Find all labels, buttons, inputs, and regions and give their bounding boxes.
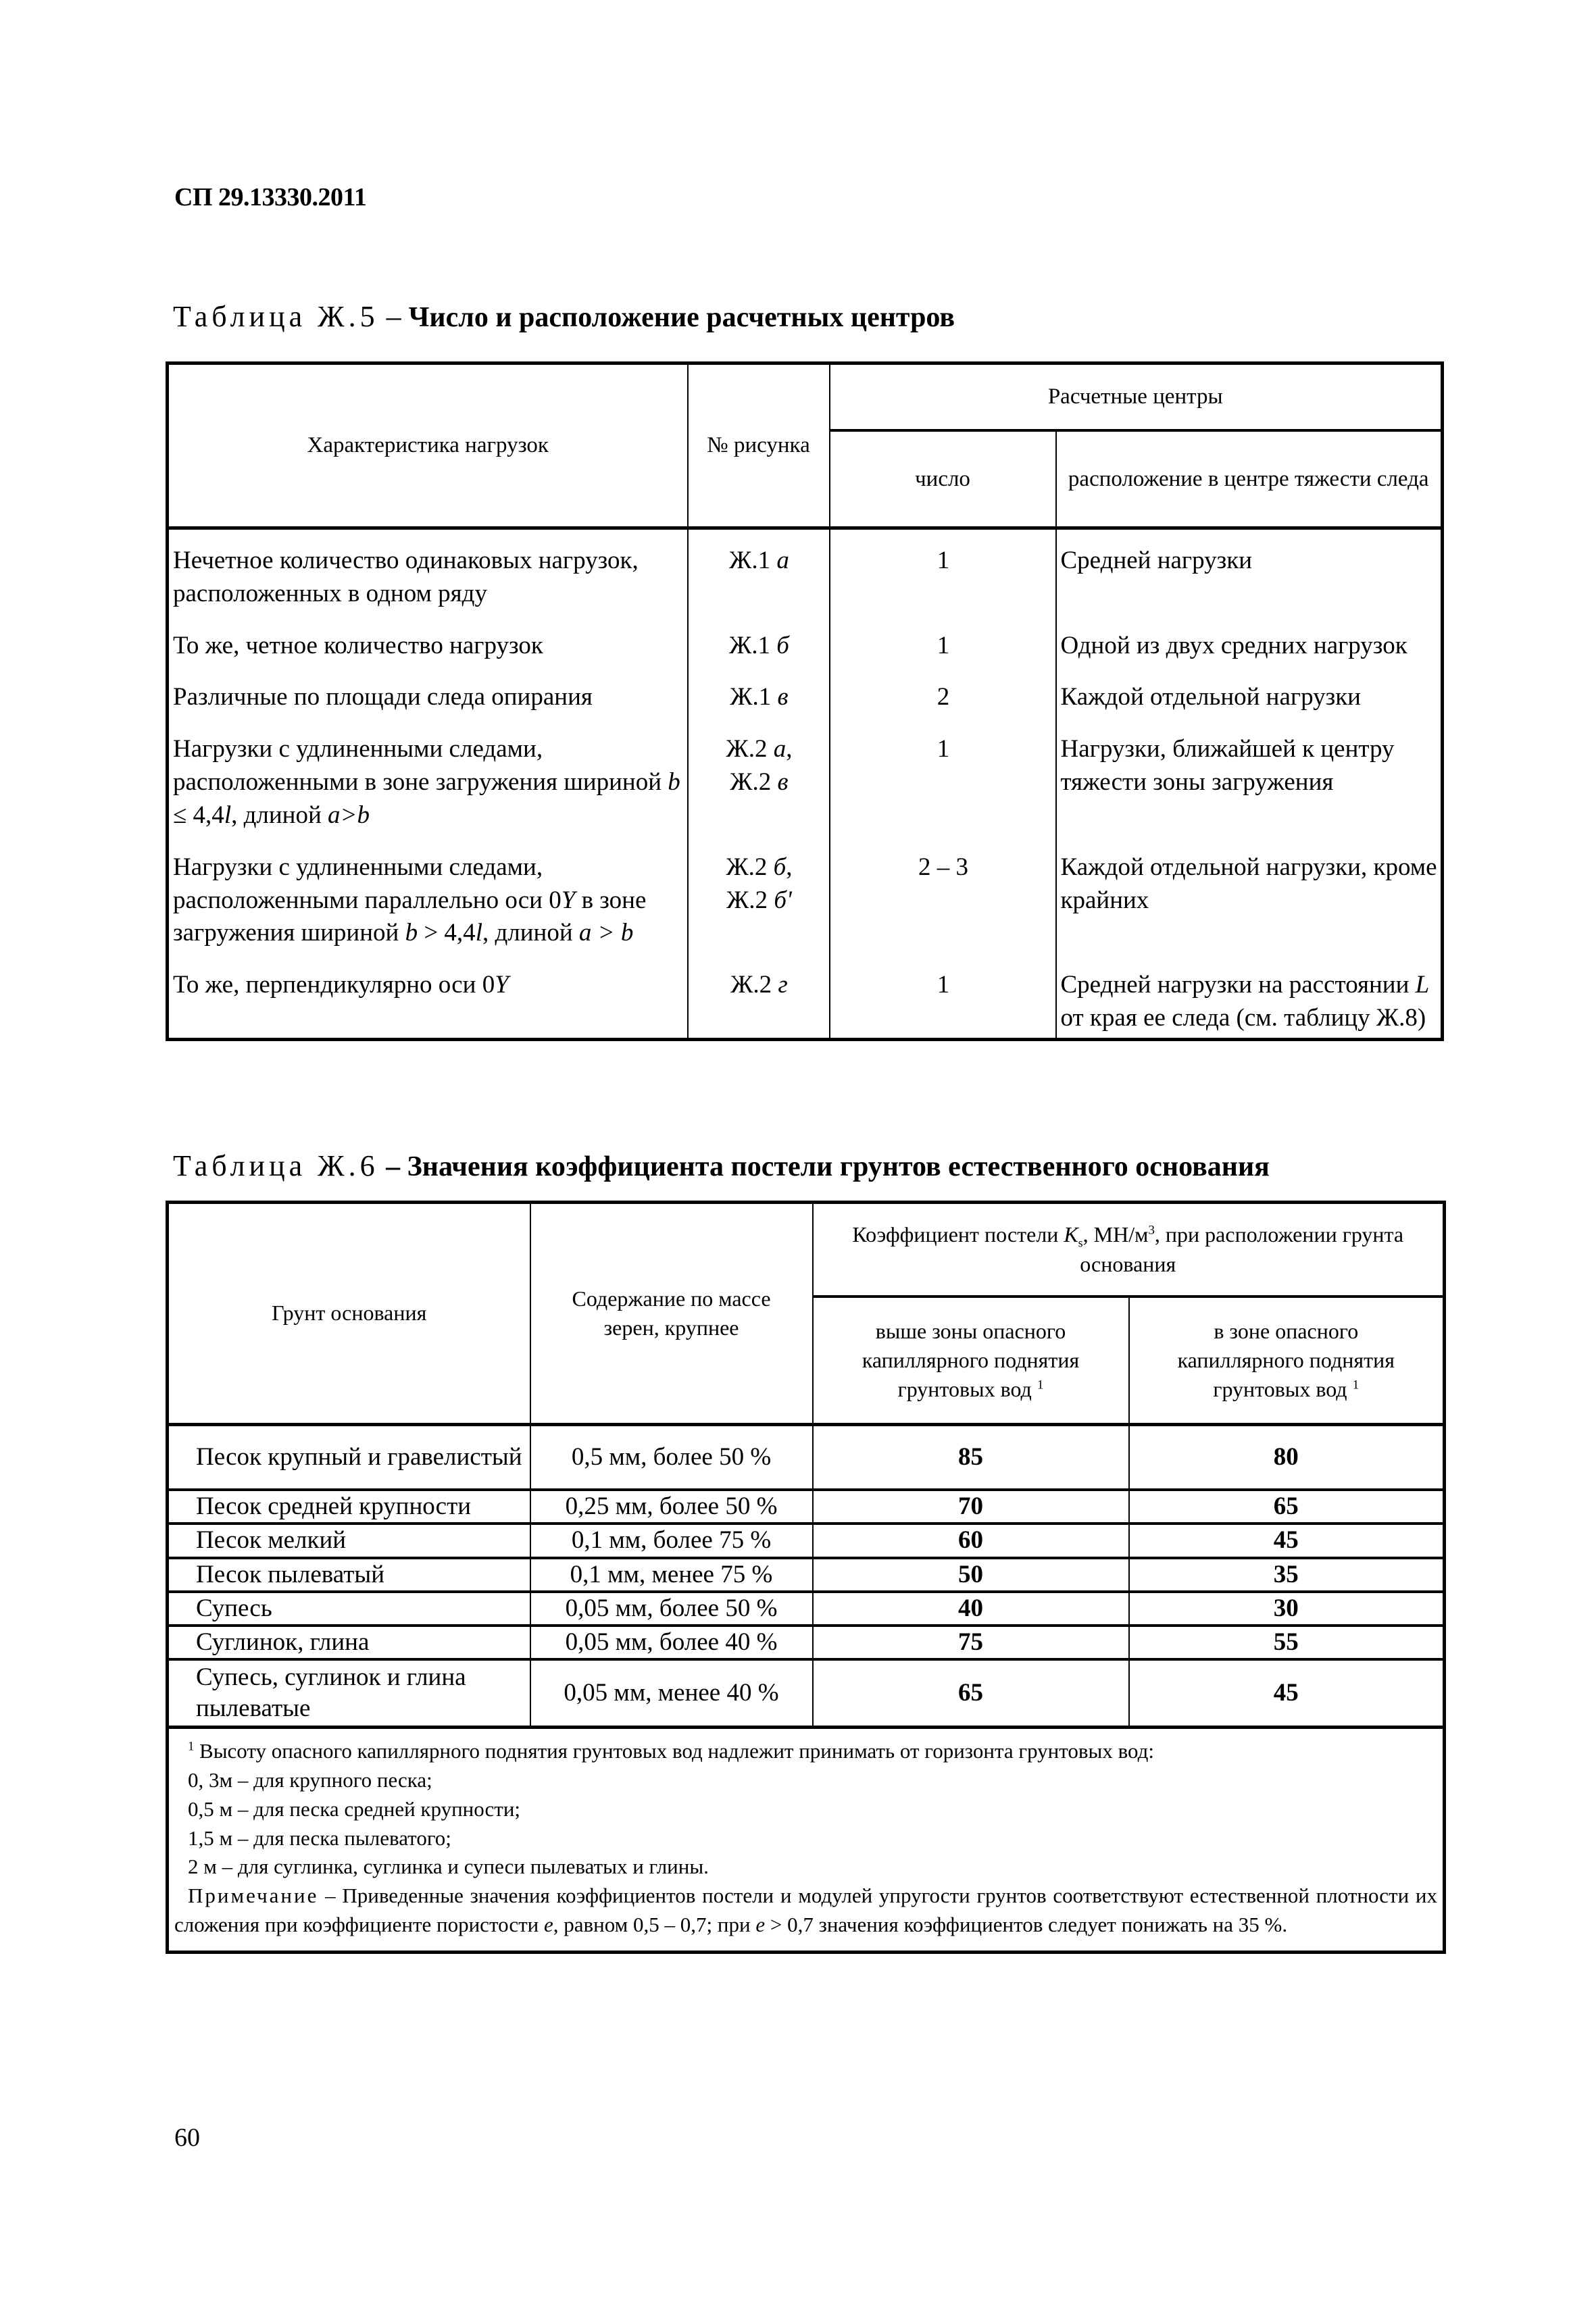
table-caption-title: Значения коэффициента постели грунтов естественного основания: [407, 1151, 1270, 1182]
cell-soil: Песок средней крупности: [168, 1490, 530, 1524]
table-notes: [168, 1728, 1445, 1952]
header-in-zone: [1129, 1297, 1445, 1425]
table-row: [168, 959, 1443, 1039]
text: Нагрузки с удлиненными следами, расположенными параллельно оси 0: [173, 853, 562, 914]
table-row: [168, 672, 1443, 724]
cell-in-zone: 55: [1129, 1626, 1445, 1659]
figure-letter: а: [776, 547, 789, 574]
var-a-gt-b: a>b: [328, 801, 370, 829]
caption-dash: –: [378, 300, 409, 333]
table-row: [168, 1425, 1445, 1490]
cell-figure: [688, 672, 830, 724]
figure-letter: б: [776, 631, 789, 659]
table-row: [168, 724, 1443, 841]
var-a-gt-b: a > b: [578, 919, 634, 947]
cell-content: 0,05 мм, более 40 %: [530, 1626, 813, 1659]
cell-figure: [688, 842, 830, 959]
cell-location: Нагрузки, ближайшей к центру тяжести зоны загружения: [1056, 724, 1443, 841]
cell-content: 0,05 мм, менее 40 %: [530, 1659, 813, 1728]
footnote-item: 1,5 м – для песка пылеватого;: [188, 1826, 451, 1850]
figure-ref: Ж.2: [730, 768, 778, 797]
table-row: [168, 1558, 1445, 1592]
header-count: число: [830, 430, 1056, 528]
coef-symbol: K: [1064, 1222, 1078, 1247]
cell-count: 1: [830, 959, 1056, 1039]
figure-ref: Ж.1: [729, 631, 777, 659]
table-row: [168, 1659, 1445, 1728]
table-caption-title: Число и расположение расчетных центров: [408, 302, 955, 333]
cell-location: Одной из двух средних нагрузок: [1056, 620, 1443, 672]
text: , длиной: [482, 919, 579, 947]
header-location: расположение в центре тяжести следа: [1056, 430, 1443, 528]
note-text: – Приведенные значения коэффициентов постели и модулей упругости грунтов соответствуют естественной плотности их сложения при коэффициенте пористости: [174, 1884, 1437, 1936]
comma: ,: [786, 853, 793, 881]
cell-count: 1: [830, 528, 1056, 620]
note-text: , равном 0,5 – 0,7; при: [553, 1912, 756, 1936]
figure-letter: в: [777, 683, 789, 711]
unit-exponent: 3: [1148, 1223, 1155, 1238]
table-zh5-caption: [173, 299, 955, 334]
note-text: > 0,7 значения коэффициентов следует понижать на 35 %.: [765, 1912, 1288, 1936]
cell-content: 0,5 мм, более 50 %: [530, 1425, 813, 1490]
figure-ref: Ж.1: [729, 547, 777, 574]
var-b: b: [668, 768, 680, 797]
figure-letter: г: [778, 971, 788, 999]
text: от края ее следа (см. таблицу Ж.8): [1060, 1004, 1426, 1032]
table-row: [168, 1524, 1445, 1557]
document-code: СП 29.13330.2011: [174, 183, 367, 211]
figure-letter: в: [777, 768, 789, 797]
cell-characteristic: [168, 842, 688, 959]
table-note: [174, 1882, 1437, 1940]
figure-letter: а: [773, 735, 787, 763]
text: ≤ 4,4: [173, 801, 224, 829]
figure-ref: Ж.2: [726, 735, 774, 763]
cell-above-zone: 65: [813, 1659, 1129, 1728]
footnote-1: [174, 1737, 1437, 1766]
header-figure-no: № рисунка: [688, 363, 830, 528]
footnote-mark: 1: [1037, 1378, 1044, 1392]
text: , длиной: [231, 801, 328, 829]
cell-location: Средней нагрузки: [1056, 528, 1443, 620]
cell-soil: Супесь, суглинок и глина пылеватые: [168, 1659, 530, 1728]
cell-soil: Суглинок, глина: [168, 1626, 530, 1659]
var-y: Y: [561, 886, 576, 914]
header-content: Содержание по массе зерен, крупнее: [530, 1203, 813, 1425]
coef-subscript: s: [1078, 1236, 1083, 1250]
text: Нагрузки с удлиненными следами, расположенными в зоне загружения шириной: [173, 735, 668, 797]
note-label: Примечание: [188, 1884, 319, 1908]
table-row: [168, 1592, 1445, 1626]
cell-above-zone: 60: [813, 1524, 1129, 1557]
text: , при расположении грунта основания: [1080, 1222, 1404, 1276]
text: Коэффициент постели: [852, 1222, 1064, 1247]
var-y: Y: [495, 971, 509, 999]
cell-soil: Песок пылеватый: [168, 1558, 530, 1592]
cell-in-zone: 35: [1129, 1558, 1445, 1592]
cell-soil: Песок крупный и гравелистый: [168, 1425, 530, 1490]
footnote-text: Высоту опасного капиллярного поднятия грунтовых вод надлежит принимать от горизонта грунтовых вод:: [194, 1739, 1155, 1763]
cell-characteristic: [168, 724, 688, 841]
cell-characteristic: То же, четное количество нагрузок: [168, 620, 688, 672]
table-row: [168, 1626, 1445, 1659]
cell-in-zone: 45: [1129, 1524, 1445, 1557]
figure-letter: б': [774, 886, 792, 914]
var-e: e: [544, 1912, 553, 1936]
footnote-mark: 1: [188, 1739, 195, 1754]
var-e: e: [755, 1912, 766, 1936]
table-row: [168, 528, 1443, 620]
cell-in-zone: 30: [1129, 1592, 1445, 1626]
cell-above-zone: 85: [813, 1425, 1129, 1490]
cell-location: Каждой отдельной нагрузки, кроме крайних: [1056, 842, 1443, 959]
footnote-item: 2 м – для суглинка, суглинка и супеси пылеватых и глины.: [188, 1855, 709, 1879]
cell-in-zone: 65: [1129, 1490, 1445, 1524]
header-load-characteristic: Характеристика нагрузок: [168, 363, 688, 528]
cell-content: 0,1 мм, более 75 %: [530, 1524, 813, 1557]
figure-ref: Ж.2: [730, 971, 778, 999]
cell-above-zone: 40: [813, 1592, 1129, 1626]
cell-count: 1: [830, 724, 1056, 841]
cell-above-zone: 50: [813, 1558, 1129, 1592]
text: выше зоны опасного капиллярного поднятия грунтовых вод: [862, 1318, 1080, 1402]
header-above-zone: [813, 1297, 1129, 1425]
cell-location: Каждой отдельной нагрузки: [1056, 672, 1443, 724]
cell-count: 1: [830, 620, 1056, 672]
text: Средней нагрузки на расстоянии: [1060, 971, 1416, 999]
text: в зоне загружения шириной: [173, 886, 647, 947]
cell-characteristic: Нечетное количество одинаковых нагрузок, расположенных в одном ряду: [168, 528, 688, 620]
header-soil: Грунт основания: [168, 1203, 530, 1425]
cell-figure: [688, 620, 830, 672]
table-zh6: [166, 1201, 1446, 1954]
figure-ref: Ж.1: [730, 683, 778, 711]
cell-content: 0,05 мм, более 50 %: [530, 1592, 813, 1626]
page-number: 60: [174, 2123, 200, 2152]
cell-above-zone: 75: [813, 1626, 1129, 1659]
cell-count: 2: [830, 672, 1056, 724]
table-caption-label: Таблица Ж.6: [173, 1149, 379, 1182]
text: То же, перпендикулярно оси 0: [173, 971, 495, 999]
cell-figure: [688, 959, 830, 1039]
table-row: [168, 842, 1443, 959]
figure-letter: б: [773, 853, 787, 881]
cell-soil: Песок мелкий: [168, 1524, 530, 1557]
cell-content: 0,1 мм, менее 75 %: [530, 1558, 813, 1592]
table-caption-label: Таблица Ж.5: [173, 300, 379, 333]
var-l: l: [224, 801, 232, 829]
cell-location: [1056, 959, 1443, 1039]
table-row: [168, 1490, 1445, 1524]
notes-row: [168, 1728, 1445, 1952]
cell-figure: [688, 528, 830, 620]
header-design-centers: Расчетные центры: [830, 363, 1443, 431]
footnote-item: 0, 3м – для крупного песка;: [188, 1768, 432, 1792]
var-b: b: [405, 919, 418, 947]
header-coefficient: [813, 1203, 1445, 1297]
text: в зоне опасного капиллярного поднятия грунтовых вод: [1177, 1318, 1395, 1402]
table-zh6-caption: [173, 1149, 1270, 1183]
cell-in-zone: 80: [1129, 1425, 1445, 1490]
cell-figure: [688, 724, 830, 841]
cell-characteristic: [168, 959, 688, 1039]
var-L: L: [1415, 971, 1430, 999]
coef-unit: , МН/м: [1082, 1222, 1149, 1247]
cell-characteristic: Различные по площади следа опирания: [168, 672, 688, 724]
table-zh5: [166, 361, 1444, 1041]
caption-dash: –: [378, 1151, 407, 1182]
cell-above-zone: 70: [813, 1490, 1129, 1524]
table-row: [168, 620, 1443, 672]
footnote-item: 0,5 м – для песка средней крупности;: [188, 1796, 521, 1821]
text: > 4,4: [418, 919, 476, 947]
cell-count: 2 – 3: [830, 842, 1056, 959]
figure-ref: Ж.2: [726, 886, 774, 914]
cell-content: 0,25 мм, более 50 %: [530, 1490, 813, 1524]
figure-ref: Ж.2: [726, 853, 774, 881]
cell-in-zone: 45: [1129, 1659, 1445, 1728]
cell-soil: Супесь: [168, 1592, 530, 1626]
footnote-mark: 1: [1352, 1378, 1360, 1392]
comma: ,: [786, 735, 793, 763]
var-l: l: [475, 919, 482, 947]
